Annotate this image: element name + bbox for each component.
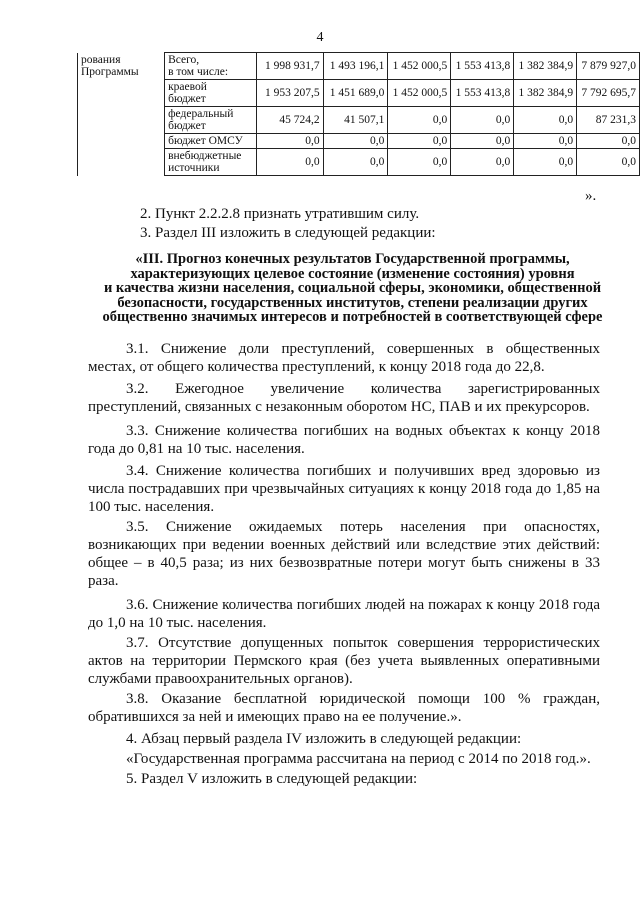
value-cell: 0,0 [514, 149, 577, 176]
financing-source-header-cell: рования Программы [78, 53, 165, 176]
value-cell: 7 879 927,0 [577, 53, 640, 80]
row-label-cell: Всего, в том числе: [165, 53, 257, 80]
value-cell: 45 724,2 [257, 107, 324, 134]
paragraph-3-1: 3.1. Снижение доли преступлений, совершенных в общественных местах, от общего количества преступлений, к концу 2018 года до 22,8. [88, 341, 600, 375]
value-cell: 0,0 [323, 134, 388, 149]
financing-table [77, 52, 640, 176]
value-cell: 0,0 [577, 149, 640, 176]
paragraph-3-5: 3.5. Снижение ожидаемых потерь населения при опасностях, возникающих при ведении военных действий или вследствие этих действий: общее – в 40,5 раза; из них безвозвратные потери могут быть снижены в 33 раза. [88, 519, 600, 589]
section-3-heading [100, 252, 605, 325]
quote-end-mark: ». [585, 188, 597, 204]
item-5-text: 5. Раздел V изложить в следующей редакции: [126, 771, 418, 787]
value-cell: 1 998 931,7 [257, 53, 324, 80]
value-cell: 1 382 384,9 [514, 53, 577, 80]
row-label-cell: внебюджетные источники [165, 149, 257, 176]
value-cell: 0,0 [451, 134, 514, 149]
value-cell: 0,0 [514, 134, 577, 149]
paragraph-3-8: 3.8. Оказание бесплатной юридической помощи 100 % граждан, обратившихся за ней и имеющих право на ее получение.». [88, 691, 600, 725]
value-cell: 0,0 [451, 149, 514, 176]
paragraph-3-3: 3.3. Снижение количества погибших на водных объектах к концу 2018 года до 0,81 на 10 тыс. населения. [88, 423, 600, 457]
heading-line: и качества жизни населения, социальной сферы, экономики, общественной [103, 280, 602, 296]
item-4-text: 4. Абзац первый раздела IV изложить в следующей редакции: [126, 731, 522, 747]
item-2-text: 2. Пункт 2.2.2.8 признать утратившим силу. [140, 206, 420, 222]
heading-line: характеризующих целевое состояние (изменение состояния) уровня [130, 265, 575, 282]
paragraph-3-2: 3.2. Ежегодное увеличение количества зарегистрированных преступлений, связанных с незаконным оборотом НС, ПАВ и их прекурсоров. [88, 381, 600, 415]
row-label-cell: краевой бюджет [165, 80, 257, 107]
paragraph-3-6: 3.6. Снижение количества погибших людей на пожарах к концу 2018 года до 1,0 на 10 тыс. населения. [88, 597, 600, 631]
value-cell: 0,0 [577, 134, 640, 149]
value-cell: 0,0 [257, 149, 324, 176]
value-cell: 41 507,1 [323, 107, 388, 134]
value-cell: 1 452 000,5 [388, 80, 451, 107]
value-cell: 0,0 [514, 107, 577, 134]
value-cell: 1 493 196,1 [323, 53, 388, 80]
heading-line: общественно значимых интересов и потребностей в соответствующей сфере [102, 309, 603, 325]
value-cell: 0,0 [388, 149, 451, 176]
value-cell: 1 382 384,9 [514, 80, 577, 107]
value-cell: 1 953 207,5 [257, 80, 324, 107]
paragraph-3-7: 3.7. Отсутствие допущенных попыток совершения террористических актов на территории Пермского края (без учета выявленных оперативными службами правоохранительных органов). [88, 635, 600, 687]
value-cell: 7 792 695,7 [577, 80, 640, 107]
row-label-cell: федеральный бюджет [165, 107, 257, 134]
value-cell: 0,0 [388, 107, 451, 134]
value-cell: 1 553 413,8 [451, 53, 514, 80]
paragraph-3-4: 3.4. Снижение количества погибших и получивших вред здоровью из числа пострадавших при чрезвычайных ситуациях к концу 2018 года до 1,85 на 100 тыс. населения. [88, 463, 600, 515]
value-cell: 0,0 [451, 107, 514, 134]
value-cell: 0,0 [323, 149, 388, 176]
value-cell: 1 553 413,8 [451, 80, 514, 107]
value-cell: 0,0 [257, 134, 324, 149]
row-label-cell: бюджет ОМСУ [165, 134, 257, 149]
page-number: 4 [316, 30, 324, 45]
item-3-text: 3. Раздел III изложить в следующей редакции: [140, 225, 436, 241]
heading-line: «III. Прогноз конечных результатов Государственной программы, [135, 251, 570, 267]
item-4-quote: «Государственная программа рассчитана на период с 2014 по 2018 год.». [126, 751, 591, 767]
value-cell: 87 231,3 [577, 107, 640, 134]
value-cell: 1 451 689,0 [323, 80, 388, 107]
table-row [78, 53, 640, 80]
value-cell: 1 452 000,5 [388, 53, 451, 80]
value-cell: 0,0 [388, 134, 451, 149]
heading-line: безопасности, государственных институтов, степени реализации других [117, 294, 588, 311]
